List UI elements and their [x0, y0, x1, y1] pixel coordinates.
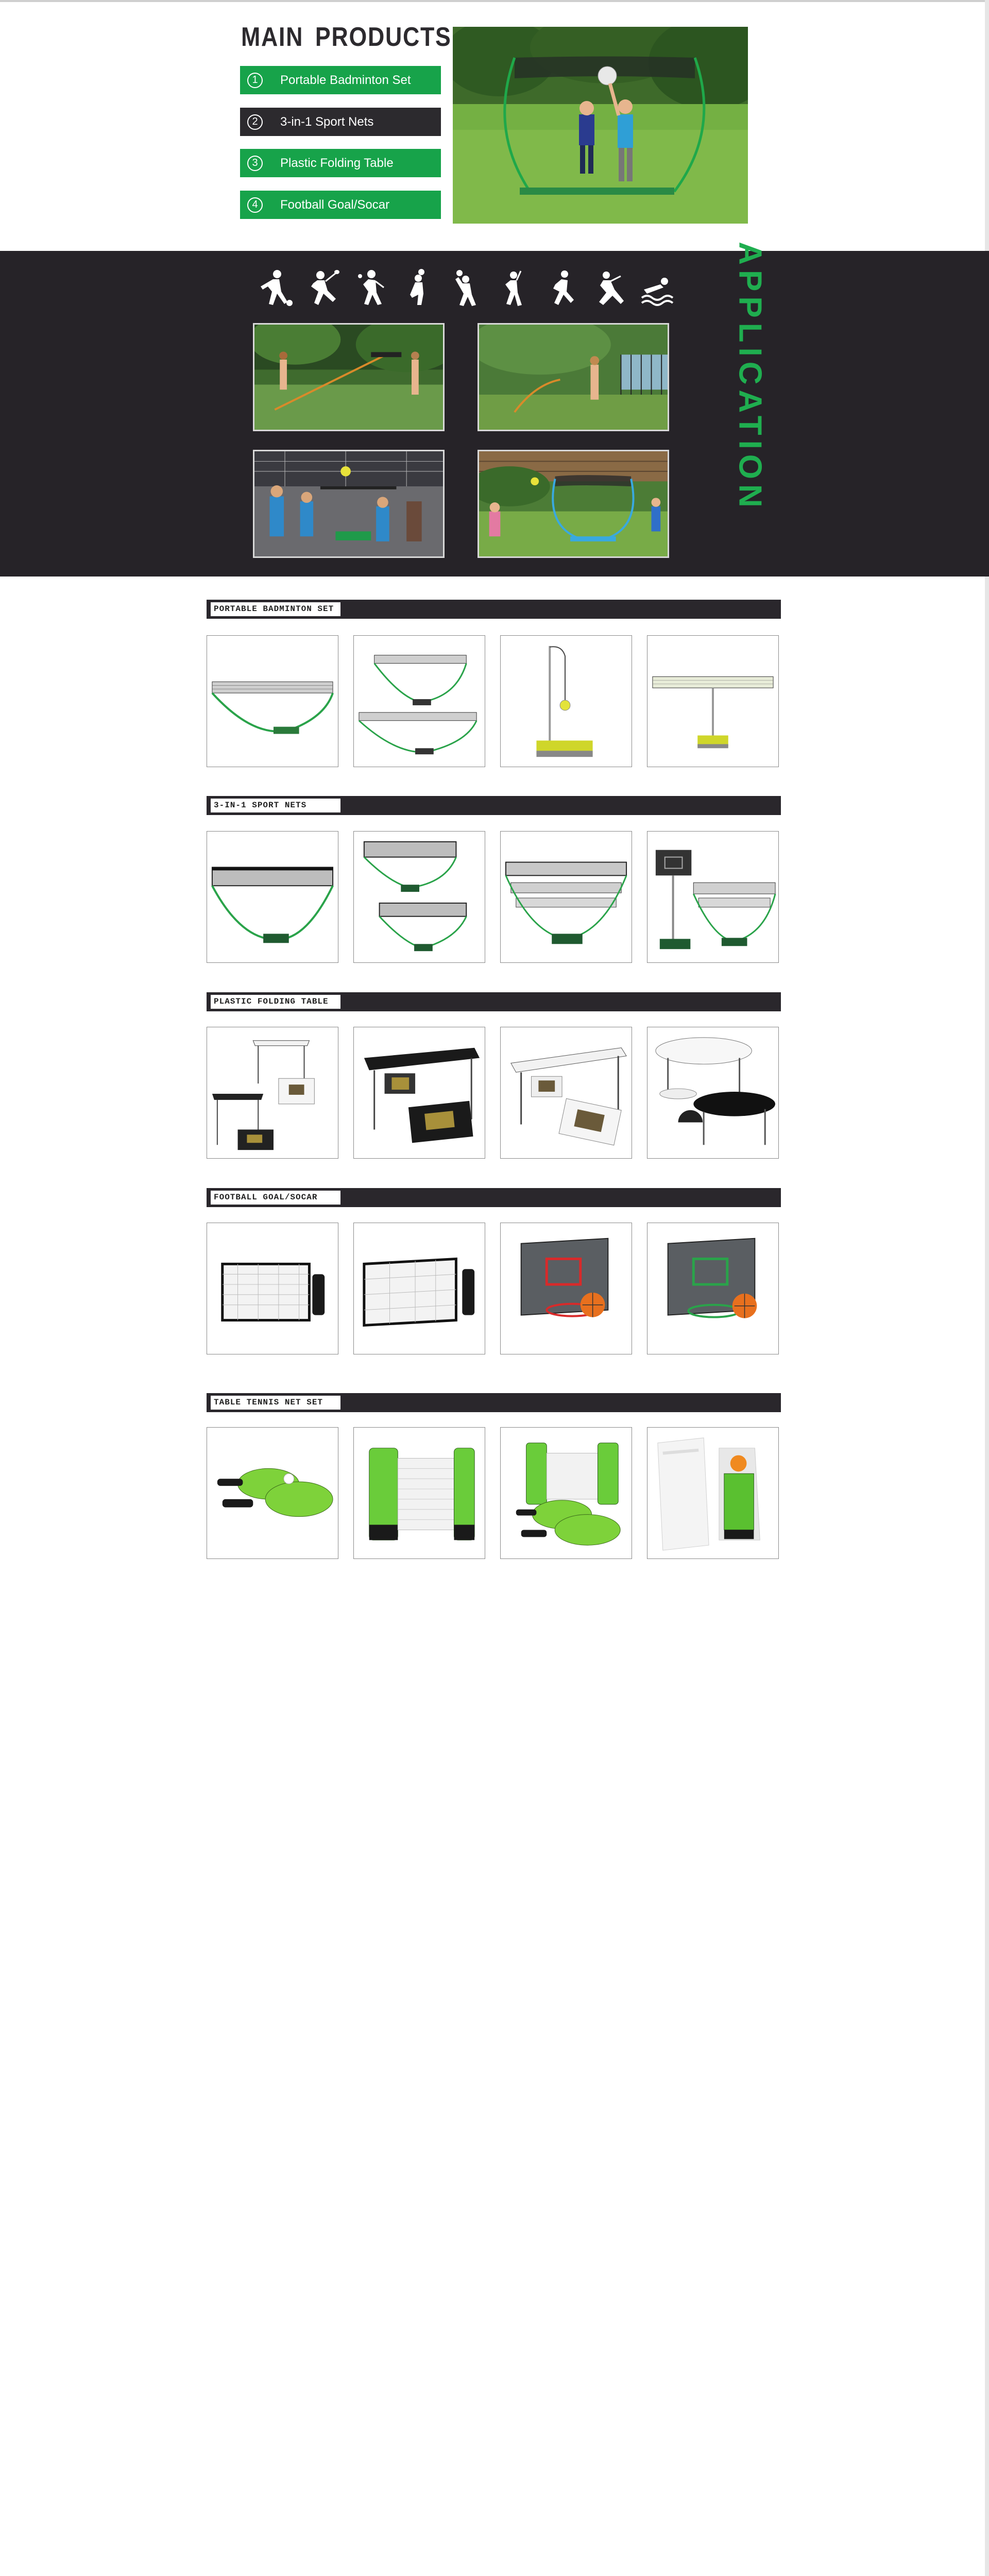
kids-playing-volleyball-photo — [453, 27, 748, 224]
indoor-tennis-photo — [253, 450, 445, 558]
tennis-player-icon — [353, 269, 389, 307]
section-title: PLASTIC FOLDING TABLE — [211, 995, 340, 1009]
product-tile-net-and-paddles[interactable] — [500, 1427, 632, 1559]
number-badge: 2 — [247, 114, 263, 130]
section-title: PORTABLE BADMINTON SET — [211, 602, 340, 616]
product-tile-sport-net-double[interactable] — [353, 831, 485, 963]
product-button-label: Portable Badminton Set — [280, 73, 411, 87]
volleyball-jump-icon — [448, 269, 484, 307]
application-section — [0, 242, 989, 577]
section-header-football-goal — [207, 1188, 781, 1207]
product-tile-badminton-net-double[interactable] — [353, 635, 485, 767]
product-tile-paddles[interactable] — [207, 1427, 338, 1559]
section-title: FOOTBALL GOAL/SOCAR — [211, 1191, 340, 1205]
football-player-icon — [258, 269, 294, 307]
badminton-smash-icon — [496, 269, 532, 307]
main-products-hero — [0, 0, 989, 251]
product-tile-round-tables[interactable] — [647, 1027, 779, 1159]
product-tile-sport-net-triple[interactable] — [500, 831, 632, 963]
product-tile-tennis-net-stand[interactable] — [647, 635, 779, 767]
main-products-title: MAIN PRODUCTS — [241, 22, 452, 52]
product-tile-sport-net-single[interactable] — [207, 831, 338, 963]
poolside-badminton-photo — [478, 323, 669, 431]
section-title: 3-IN-1 SPORT NETS — [211, 799, 340, 812]
product-tile-folding-table-white[interactable] — [500, 1027, 632, 1159]
runner-icon — [544, 269, 580, 307]
section-header-table-tennis — [207, 1393, 781, 1412]
badminton-player-icon — [305, 269, 341, 307]
product-tile-badminton-net-single[interactable] — [207, 635, 338, 767]
garden-badminton-photo — [478, 450, 669, 558]
product-button-sport-nets[interactable] — [240, 108, 441, 136]
product-tile-retractable-net[interactable] — [353, 1427, 485, 1559]
product-tile-football-goal-angle[interactable] — [353, 1223, 485, 1354]
product-tile-swing-ball-pole[interactable] — [500, 635, 632, 767]
number-badge: 4 — [247, 197, 263, 213]
swimmer-icon — [640, 269, 676, 307]
product-tile-basketball-board-green[interactable] — [647, 1223, 779, 1354]
product-tile-boxed-set[interactable] — [647, 1427, 779, 1559]
product-tile-basketball-net-combo[interactable] — [647, 831, 779, 963]
product-button-badminton[interactable] — [240, 66, 441, 94]
backyard-badminton-photo — [253, 323, 445, 431]
product-button-label: 3-in-1 Sport Nets — [280, 114, 374, 129]
section-title: TABLE TENNIS NET SET — [211, 1396, 340, 1410]
product-tile-folding-table-black[interactable] — [353, 1027, 485, 1159]
product-tile-folding-table-small[interactable] — [207, 1027, 338, 1159]
section-header-badminton — [207, 600, 781, 619]
number-badge: 1 — [247, 73, 263, 88]
section-header-sport-nets — [207, 796, 781, 815]
product-button-football-goal[interactable] — [240, 191, 441, 219]
product-tile-football-goal-front[interactable] — [207, 1223, 338, 1354]
number-badge: 3 — [247, 156, 263, 171]
product-tile-basketball-board-red[interactable] — [500, 1223, 632, 1354]
badminton-lunge-icon — [592, 269, 628, 307]
product-button-label: Football Goal/Socar — [280, 197, 390, 212]
product-button-folding-table[interactable] — [240, 149, 441, 177]
application-title: APPLICATION — [732, 242, 768, 513]
volleyball-spike-icon — [401, 269, 437, 307]
product-button-label: Plastic Folding Table — [280, 156, 394, 170]
section-header-folding-table — [207, 992, 781, 1011]
